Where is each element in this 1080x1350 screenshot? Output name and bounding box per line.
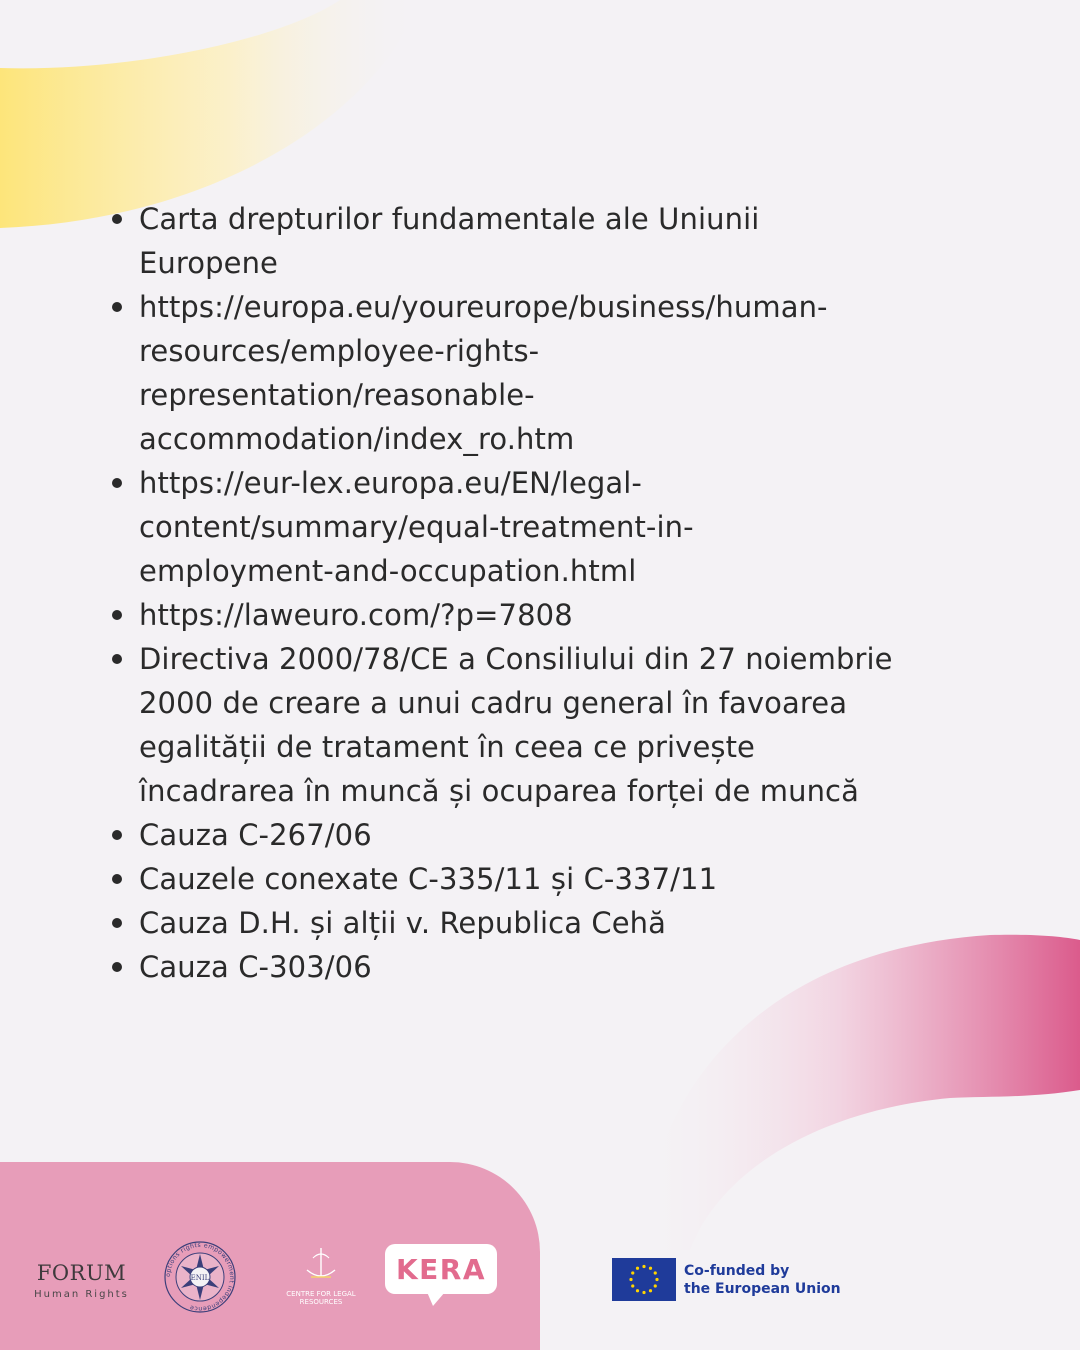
reference-line: Cauza D.H. și alții v. Republica Cehă — [139, 906, 667, 940]
reference-line: content/summary/equal-treatment-in- — [139, 510, 694, 544]
reference-line: Directiva 2000/78/CE a Consiliului din 27 noiembrie — [139, 642, 893, 676]
eu-star-icon — [654, 1271, 657, 1274]
enil-logo-text: ENIL — [190, 1274, 210, 1282]
reference-line: accommodation/index_ro.htm — [139, 422, 575, 456]
reference-item — [110, 901, 970, 945]
eu-star-icon — [649, 1289, 652, 1292]
reference-line: employment-and-occupation.html — [139, 554, 637, 588]
scales-icon — [299, 1246, 343, 1284]
reference-item — [110, 945, 970, 989]
speech-bubble-tail-icon — [427, 1292, 445, 1306]
reference-line: Europene — [139, 246, 279, 280]
bullet-icon — [112, 610, 122, 620]
reference-line: încadrarea în muncă și ocuparea forței de muncă — [139, 774, 859, 808]
reference-item — [110, 637, 970, 813]
eu-star-icon — [649, 1267, 652, 1270]
eu-star-icon — [631, 1284, 634, 1287]
reference-line: https://laweuro.com/?p=7808 — [139, 598, 573, 632]
eu-star-icon — [642, 1291, 645, 1294]
bullet-icon — [112, 214, 122, 224]
eu-star-icon — [642, 1265, 645, 1268]
reference-item — [110, 285, 970, 461]
reference-item — [110, 197, 970, 285]
reference-line: https://eur-lex.europa.eu/EN/legal- — [139, 466, 642, 500]
bullet-icon — [112, 478, 122, 488]
reference-line: Cauzele conexate C-335/11 și C-337/11 — [139, 862, 718, 896]
bullet-icon — [112, 654, 122, 664]
forum-logo-title: FORUM — [36, 1261, 127, 1285]
forum-logo-subtitle: Human Rights — [34, 1289, 129, 1300]
reference-line: egalității de tratament în ceea ce privește — [139, 730, 756, 764]
bullet-icon — [112, 874, 122, 884]
eu-star-icon — [629, 1278, 632, 1281]
eu-star-icon — [655, 1278, 658, 1281]
kera-logo-text: KERA — [395, 1252, 487, 1286]
bullet-icon — [112, 918, 122, 928]
eu-star-icon — [636, 1267, 639, 1270]
reference-line: representation/reasonable- — [139, 378, 535, 412]
yellow-swoosh — [0, 0, 420, 228]
bullet-icon — [112, 962, 122, 972]
reference-line: Cauza C-303/06 — [139, 950, 372, 984]
bullet-icon — [112, 830, 122, 840]
reference-line: resources/employee-rights- — [139, 334, 540, 368]
reference-line: https://europa.eu/youreurope/business/human- — [139, 290, 828, 324]
reference-list — [110, 197, 970, 989]
reference-line: Cauza C-267/06 — [139, 818, 372, 852]
eu-flag-icon — [612, 1258, 676, 1301]
eu-star-icon — [636, 1289, 639, 1292]
bullet-icon — [112, 302, 122, 312]
centre-for-legal-resources-logo — [284, 1246, 358, 1304]
clr-caption-line-2: RESOURCES — [299, 1298, 343, 1306]
reference-item — [110, 813, 970, 857]
reference-line: Carta drepturilor fundamentale ale Uniunii — [139, 202, 760, 236]
eu-star-icon — [654, 1284, 657, 1287]
reference-item — [110, 461, 970, 593]
eu-cofunded-text — [684, 1262, 841, 1298]
kera-logo — [385, 1244, 497, 1294]
enil-logo — [163, 1240, 237, 1314]
reference-line: 2000 de creare a unui cadru general în favoarea — [139, 686, 848, 720]
eu-star-icon — [631, 1271, 634, 1274]
reference-item — [110, 593, 970, 637]
enil-ring-text: options rights empowerment independence — [164, 1241, 236, 1313]
reference-item — [110, 857, 970, 901]
eu-cofunded-line-2: the European Union — [684, 1281, 841, 1297]
clr-caption-line-1: CENTRE FOR LEGAL — [286, 1290, 356, 1298]
eu-cofunded-line-1: Co-funded by — [684, 1263, 790, 1279]
forum-human-rights-logo — [34, 1262, 129, 1302]
